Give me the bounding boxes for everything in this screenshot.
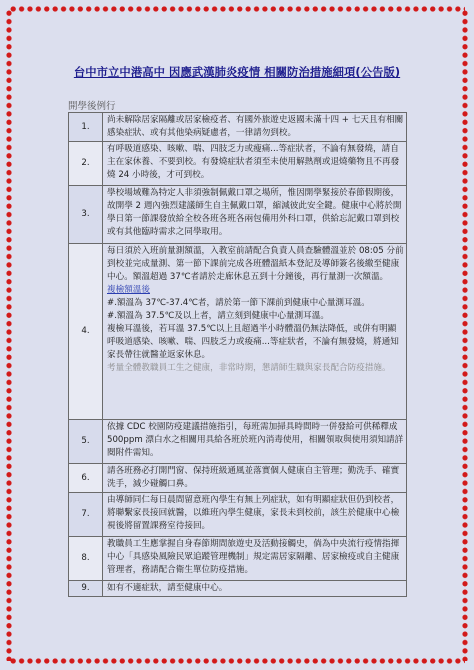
item-text: 如有不適症狀，請至健康中心。 xyxy=(103,581,407,597)
table-row xyxy=(69,581,407,597)
item-number: 7. xyxy=(69,493,103,537)
left-dotted-border xyxy=(5,9,13,661)
item-number: 1. xyxy=(69,113,103,142)
table-row xyxy=(69,464,407,493)
item-number: 3. xyxy=(69,186,103,244)
measures-table xyxy=(68,112,407,597)
item-paragraph: 複檢耳溫後，若耳溫 37.5℃以上且超過半小時體溫仍無法降低，或併有明顯呼吸道感染、咳嗽、喘、四肢乏力或痠痛...等症狀者，不論有無發燒，將通知家長帶往就醫並返家休息。 xyxy=(107,324,399,360)
section-heading: 開學後例行 xyxy=(68,101,116,112)
item-text: 請各班務必打開門窗、保持班級通風並落實個人健康自主管理；勤洗手、確實洗手，減少碰觸口鼻。 xyxy=(103,464,407,493)
item-paragraph: #.額溫為 37℃-37.4℃者，請於第一節下課前到健康中心量測耳溫。 xyxy=(107,298,370,308)
table-row xyxy=(69,186,407,244)
item-number: 5. xyxy=(69,420,103,464)
table-row xyxy=(69,420,407,464)
item-paragraph: #.額溫為 37.5℃及以上者，請立刻到健康中心量測耳溫。 xyxy=(107,311,329,321)
item-text xyxy=(103,244,407,420)
table-row xyxy=(69,113,407,142)
item-text: 有呼吸道感染、咳嗽、喘、四肢乏力或瘦痛...等症狀者，不論有無發燒，請自主在家休養、不要到校。有發燒症狀者須至未使用解熱劑或退燒藥物且不再發燒 24 小時後，才可到校。 xyxy=(103,142,407,186)
table-row xyxy=(69,493,407,537)
item-paragraph: 每日須於入班前量測額溫，入教室前請配合負責人員查驗體溫並於 08:05 分前到校並完成量測、第一節下課前完成各班體溫紙本登記及導師簽名後繳至健康中心。額溫超過 37℃者請於走廊休息五到十分鐘後，再行量測一次額溫。 xyxy=(107,246,404,282)
item-number: 9. xyxy=(69,581,103,597)
item-text: 教職員工生應掌握自身春節期間旅遊史及活動接觸史，倘為中央流行疫情指揮中心「具感染風險民眾追蹤管理機制」規定需居家隔離、居家檢疫或自主健康管理者，務請配合衛生單位防疫措施。 xyxy=(103,537,407,581)
right-dotted-border xyxy=(461,9,469,661)
item-text: 學校場域難為特定人非須強制佩戴口罩之場所，惟因開學緊接於春節假期後，故開學 2 週內強烈建議師生自主佩戴口罩，縮減彼此安全鍵。健康中心將於開學日第一節課發放給全校各班各班各兩包備用外科口罩，供給忘記戴口罩到校或有其他臨時需求之同學取用。 xyxy=(103,186,407,244)
table-row xyxy=(69,142,407,186)
item-text: 由導師同仁每日晨間留意班內學生有無上列症狀，如有明顯症狀但仍到校者，將聯繫家長接回就醫，以維班內學生健康，家長未到校前，該生於健康中心檢視後將留置課務室待接回。 xyxy=(103,493,407,537)
item-paragraph: 考量全體教職員工生之健康，非常時期，懇請師生職與家長配合防疫措施。 xyxy=(107,363,391,373)
item-number: 6. xyxy=(69,464,103,493)
item-number: 8. xyxy=(69,537,103,581)
item-text: 依據 CDC 校園防疫建議措施指引，每班需加掃具時間時一併發給可供稀釋成 500ppm 漂白水之相關用具給各班於班內消毒使用，相關領取與使用須知請詳閱附件需知。 xyxy=(103,420,407,464)
item-subheading: 複檢額溫後 xyxy=(107,285,150,295)
table-row xyxy=(69,244,407,420)
document-title: 台中市立中港高中 因應武漢肺炎疫情 相關防治措施細項(公告版) xyxy=(73,66,401,79)
top-dotted-border xyxy=(9,5,465,13)
table-row xyxy=(69,537,407,581)
item-number: 4. xyxy=(69,244,103,420)
bottom-dotted-border xyxy=(9,657,465,665)
item-number: 2. xyxy=(69,142,103,186)
item-text: 尚未解除居家隔離或居家檢疫者、有國外旅遊史返國未滿十四 + 七天且有相關感染症狀、或有其他染病疑慮者，一律請勿到校。 xyxy=(103,113,407,142)
